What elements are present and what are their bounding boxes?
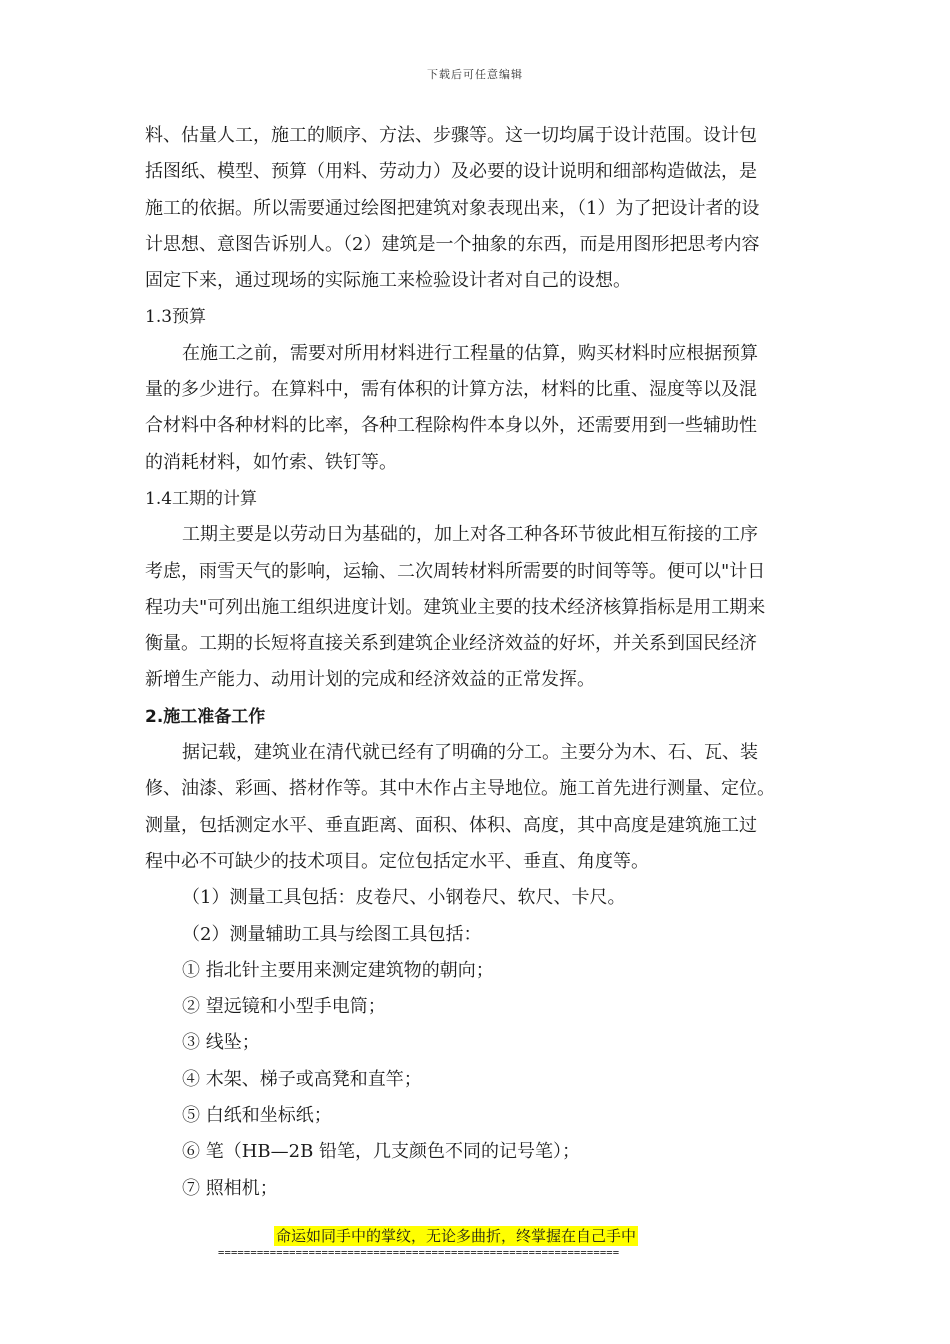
heading-budget: 1.3预算 (145, 307, 207, 328)
list-item: ② 望远镜和小型手电筒； (182, 996, 386, 1018)
list-item: ④ 木架、梯子或高凳和直竿； (182, 1068, 422, 1090)
text-line: 新增生产能力、动用计划的完成和经济效益的正常发挥。 (145, 669, 595, 691)
text-line: 固定下来，通过现场的实际施工来检验设计者对自己的设想。 (145, 270, 631, 292)
text-line: 的消耗材料，如竹索、铁钉等。 (145, 451, 397, 473)
text-line: 量的多少进行。在算料中，需有体积的计算方法，材料的比重、湿度等以及混 (145, 379, 757, 401)
text-line: 计思想、意图告诉别人。（2）建筑是一个抽象的东西，而是用图形把思考内容 (145, 233, 760, 255)
text-line: 施工的依据。所以需要通过绘图把建筑对象表现出来，（1）为了把设计者的设 (145, 197, 760, 219)
text-line: 合材料中各种材料的比率，各种工程除构件本身以外，还需要用到一些辅助性 (145, 415, 757, 437)
list-item: ⑦ 照相机； (182, 1177, 278, 1199)
text-line: 修、油漆、彩画、搭材作等。其中木作占主导地位。施工首先进行测量、定位。 (145, 778, 775, 800)
item-auxiliary-tools: （2）测量辅助工具与绘图工具包括： (182, 923, 482, 945)
text-line: 考虑，雨雪天气的影响，运输、二次周转材料所需要的时间等等。便可以"计日 (145, 560, 766, 582)
text-line: 衡量。工期的长短将直接关系到建筑企业经济效益的好坏，并关系到国民经济 (145, 633, 757, 655)
text-line: 程中必不可缺少的技术项目。定位包括定水平、垂直、角度等。 (145, 850, 649, 872)
document-body (145, 118, 807, 1207)
list-item: ⑥ 笔（HB—2B 铅笔，几支颜色不同的记号笔）； (182, 1141, 581, 1163)
text-line: 料、估量人工，施工的顺序、方法、步骤等。这一切均属于设计范围。设计包 (145, 125, 757, 146)
heading-preparation: 2.施工准备工作 (145, 706, 266, 727)
list-item: ③ 线坠； (182, 1032, 260, 1054)
text-line: 在施工之前，需要对所用材料进行工程量的估算，购买材料时应根据预算 (182, 342, 758, 364)
footer-divider: ============================================================== (218, 1247, 620, 1259)
paragraph-budget (145, 336, 807, 481)
heading-schedule: 1.4工期的计算 (145, 488, 258, 509)
footer-motto: 命运如同手中的掌纹，无论多曲折，终掌握在自己手中 (276, 1227, 637, 1245)
text-line: 工期主要是以劳动日为基础的，加上对各工种各环节彼此相互衔接的工序 (182, 524, 758, 546)
paragraph-design (145, 118, 807, 299)
list-item: ① 指北针主要用来测定建筑物的朝向； (182, 959, 494, 981)
header-note: 下载后可任意编辑 (427, 68, 523, 81)
text-line: 据记载，建筑业在清代就已经有了明确的分工。主要分为木、石、瓦、装 (182, 742, 758, 764)
tool-list (145, 953, 807, 1207)
item-measuring-tools: （1）测量工具包括：皮卷尺、小钢卷尺、软尺、卡尺。 (182, 887, 626, 909)
text-line: 括图纸、模型、预算（用料、劳动力）及必要的设计说明和细部构造做法，是 (145, 161, 757, 183)
paragraph-preparation (145, 735, 807, 880)
paragraph-schedule (145, 517, 807, 698)
text-line: 程功夫"可列出施工组织进度计划。建筑业主要的技术经济核算指标是用工期来 (145, 596, 766, 618)
text-line: 测量，包括测定水平、垂直距离、面积、体积、高度，其中高度是建筑施工过 (145, 814, 757, 836)
list-item: ⑤ 白纸和坐标纸； (182, 1105, 332, 1127)
